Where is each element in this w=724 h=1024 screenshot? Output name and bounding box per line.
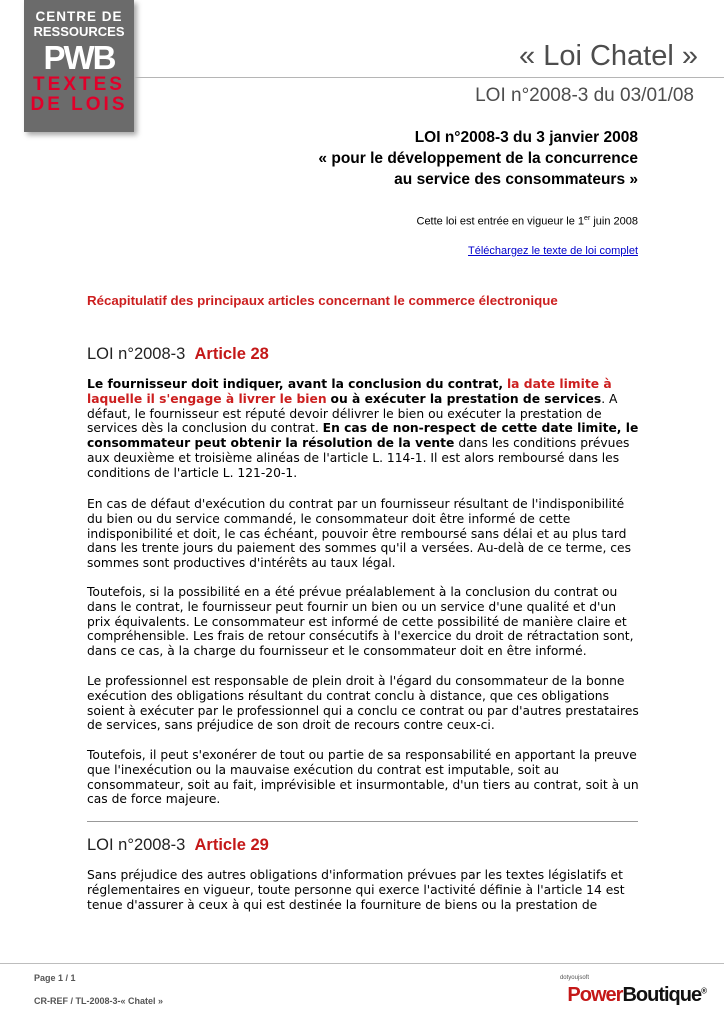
article-29-prefix: LOI n°2008-3 bbox=[87, 836, 186, 854]
paragraph-4: Le professionnel est responsable de plein droit à l'égard du consommateur de la bonne exécution des obligations résultant du contrat conclu à distance, que ces obligations soient à exécuter par le professionnel qui a conclu ce contrat ou par d'autres prestataires de services, sans préjudice de son droit de recours contre ceux-ci. bbox=[87, 674, 639, 733]
article-28-prefix: LOI n°2008-3 bbox=[87, 345, 186, 363]
effective-date bbox=[417, 215, 639, 228]
p1-bold-2: ou à exécuter la prestation de services bbox=[330, 391, 602, 406]
effective-date-sup: er bbox=[584, 215, 591, 222]
download-link[interactable]: Téléchargez le texte de loi complet bbox=[468, 245, 638, 257]
effective-date-text: Cette loi est entrée en vigueur le 1 bbox=[416, 215, 585, 228]
p1-text-2: dans les conditions prévues aux deuxième et troisième alinéas de l'article L. 114-1. Il est alors remboursé dans les conditions de l'article L. 121-20-1. bbox=[87, 436, 630, 480]
powerboutique-logo bbox=[567, 984, 706, 1007]
p1-text-1: . A défaut, le fournisseur est réputé devoir délivrer le bien ou exécuter la prestation de services dès la conclusion du contrat. bbox=[87, 391, 618, 436]
paragraph-6: Sans préjudice des autres obligations d'information prévues par les textes législatifs et réglementaires en vigueur, toute personne qui exerce l'activité définie à l'article 14 est tenue d'assurer à ceux à qui est destinée la fourniture de biens ou la prestation de bbox=[87, 868, 625, 912]
page-number: Page 1 / 1 bbox=[34, 973, 76, 983]
brand-tagline: dotyoujsoft bbox=[559, 975, 589, 981]
page-title: « Loi Chatel » bbox=[519, 40, 698, 72]
paragraph-2: En cas de défaut d'exécution du contrat par un fournisseur résultant de l'indisponibilité du bien ou du service commandé, le consommateur doit être informé de cette indisponibilité et doit, le cas échéant, pouvoir être remboursé sans délai et au plus tard dans les trente jours du paiement des sommes qu'il a versées. Au-delà de ce terme, ces sommes sont productives d'intérêts au taux légal. bbox=[87, 497, 632, 571]
brand-part-1: Power bbox=[567, 984, 623, 1006]
law-heading-line-1: LOI n°2008-3 du 3 janvier 2008 bbox=[414, 129, 638, 146]
article-29-name: Article 29 bbox=[194, 836, 269, 854]
article-28-name: Article 28 bbox=[194, 345, 269, 363]
brand-reg: ® bbox=[701, 986, 706, 996]
paragraph-1 bbox=[87, 377, 642, 481]
logo bbox=[24, 0, 134, 132]
section-divider bbox=[87, 821, 638, 822]
article-28-heading bbox=[87, 345, 269, 364]
paragraph-5: Toutefois, il peut s'exonérer de tout ou partie de sa responsabilité en apportant la preuve que l'inexécution ou la mauvaise exécution du contrat est imputable, soit au consommateur, soit au fait, imprévisible et insurmontable, d'un tiers au contrat, soit à un cas de force majeure. bbox=[87, 748, 639, 807]
p1-red: la date limite à laquelle il s'engage à livrer le bien bbox=[87, 377, 612, 406]
page-subtitle: LOI n°2008-3 du 03/01/08 bbox=[475, 85, 694, 106]
article-29-heading bbox=[87, 836, 269, 855]
law-heading-line-2: « pour le développement de la concurrence bbox=[318, 150, 638, 167]
logo-line-1: CENTRE DE bbox=[35, 9, 123, 24]
logo-line-3: TEXTES bbox=[33, 74, 125, 95]
p1-bold-1: Le fournisseur doit indiquer, avant la conclusion du contrat, bbox=[87, 377, 504, 391]
header-divider bbox=[134, 77, 724, 78]
footer-divider bbox=[0, 963, 724, 964]
paragraph-3: Toutefois, si la possibilité en a été prévue préalablement à la conclusion du contrat ou dans le contrat, le fournisseur peut fournir un bien ou un service d'une qualité et d'un prix équivalents. Le consommateur est informé de cette possibilité de manière claire et compréhensible. Les frais de retour consécutifs à l'exercice du droit de rétractation sont, dans ce cas, à la charge du fournisseur et le consommateur doit en être informé. bbox=[87, 585, 634, 659]
doc-reference: CR-REF / TL-2008-3-« Chatel » bbox=[34, 996, 164, 1006]
logo-line-2: RESSOURCES bbox=[33, 24, 125, 39]
logo-line-4: DE LOIS bbox=[30, 94, 128, 115]
effective-date-tail: juin 2008 bbox=[590, 215, 638, 228]
law-heading-line-3: au service des consommateurs » bbox=[394, 171, 638, 188]
p1-bold-3: En cas de non-respect de cette date limite, le consommateur peut obtenir la résolution de la vente bbox=[87, 421, 639, 451]
recap-heading: Récapitulatif des principaux articles concernant le commerce électronique bbox=[87, 293, 558, 308]
law-heading bbox=[318, 127, 638, 190]
brand-part-2: Boutique bbox=[622, 984, 702, 1006]
logo-brand: PWB bbox=[43, 39, 115, 76]
